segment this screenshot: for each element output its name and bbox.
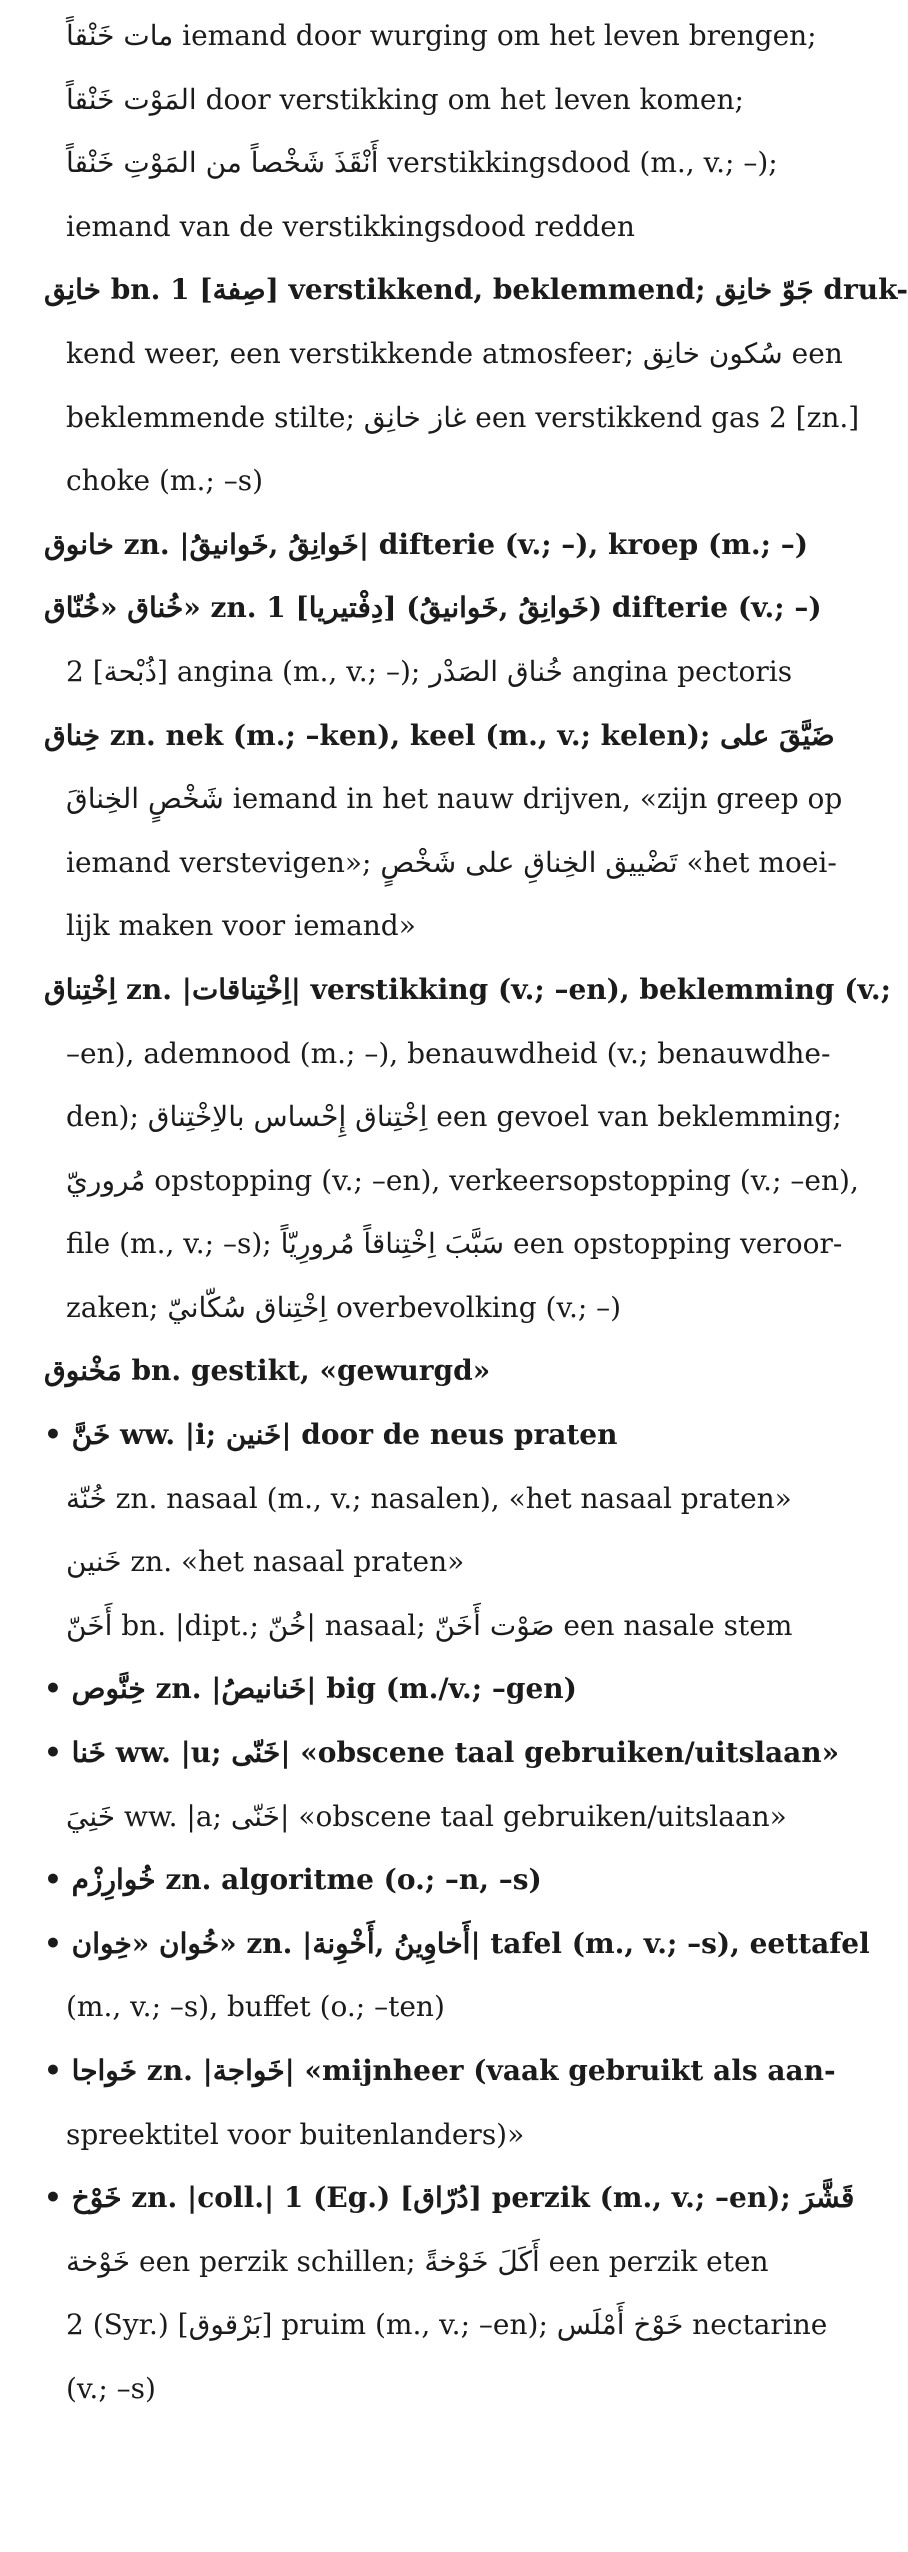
headword-makhnuq: مَخْنوق bn. gestikt, «gewurgd» — [44, 1354, 491, 1388]
headword-ikhtinaq: اِخْتِناق zn. |اِخْتِناقات| verstikking (v.; –en), beklemming (v.; — [44, 972, 892, 1006]
headword-khinnaws: • خِنَّوص zn. |خَنانيصُ| big (m./v.; –gen) — [44, 1672, 577, 1706]
headword-khawkh: • خَوْخ zn. |coll.| 1 (Eg.) [دُرّاق] perzik (m., v.; –en); قَشَّرَ — [44, 2181, 855, 2215]
entry-line-14: iemand verstevigen»; تَضْييق الخِناقِ على شَخْصٍ «het moei- — [66, 845, 837, 879]
headword-khaniq: خانِق bn. 1 [صِفة] verstikkend, beklemmend; جَوّ خانِق druk- — [44, 273, 908, 307]
entry-line-24: خُنّة zn. nasaal (m., v.; nasalen), «het nasaal praten» — [66, 1481, 792, 1515]
entry-line-13: شَخْصٍ الخِناقَ iemand in het nauw drijven, «zijn greep op — [66, 782, 843, 816]
entry-line-19: مُروريّ opstopping (v.; –en), verkeersopstopping (v.; –en), — [66, 1163, 859, 1197]
headword-khanuq: خانوق zn. |خَوانِقُ ,خَوانيقُ| difterie (v.; –), kroep (m.; –) — [44, 527, 808, 561]
entry-line-37: 2 (Syr.) [بَرْقوق] pruim (m., v.; –en); خَوْخ أَمْلَس nectarine — [66, 2308, 828, 2342]
headword-khinaq: خِناق zn. nek (m.; –ken), keel (m., v.; kelen); ضَيَّقَ على — [44, 718, 835, 752]
entry-line-18: den); اِخْتِناق إِحْساس بالاِخْتِناق een gevoel van beklemming; — [66, 1100, 842, 1134]
entry-line-8: choke (m.; –s) — [66, 464, 264, 498]
headword-khawaja: • خَواجا zn. |خَواجة| «mijnheer (vaak gebruikt als aan- — [44, 2054, 836, 2087]
headword-khunaq: خُناق «خُنّاق» zn. 1 [دِفْتيريا] (خَوانِقُ ,خَوانيقُ) difterie (v.; –) — [44, 591, 822, 625]
entry-line-36: خَوْخة een perzik schillen; أَكَلَ خَوْخةً een perzik eten — [66, 2244, 769, 2278]
entry-line-25: خَنين zn. «het nasaal praten» — [66, 1545, 465, 1579]
entry-line-2: المَوْت خَنْقاً door verstikking om het leven komen; — [66, 82, 744, 116]
headword-khanna: • خَنَّ ww. |i; خَنين| door de neus praten — [44, 1418, 618, 1452]
entry-line-6: kend weer, een verstikkende atmosfeer; سُكون خانِق een — [66, 336, 843, 370]
entry-line-15: lijk maken voor iemand» — [66, 909, 416, 943]
entry-line-3: أَنْقَذَ شَخْصاً من المَوْتِ خَنْقاً verstikkingsdood (m., v.; –); — [66, 146, 778, 180]
entry-line-34: spreektitel voor buitenlanders)» — [66, 2117, 525, 2151]
headword-khuwarizm: • خُوارِزْم zn. algoritme (o.; –n, –s) — [44, 1863, 542, 1897]
entry-line-11: 2 [ذُبْحة] angina (m., v.; –); خُناق الصَدْر angina pectoris — [66, 654, 793, 688]
entry-line-17: –en), ademnood (m.; –), benauwdheid (v.; benauwdhe- — [66, 1036, 831, 1070]
entry-line-7: beklemmende stilte; غاز خانِق een verstikkend gas 2 [zn.] — [66, 400, 860, 434]
entry-line-1: مات خَنْقاً iemand door wurging om het leven brengen; — [66, 19, 817, 52]
entry-line-29: خَنِيَ ww. |a; خَنّى| «obscene taal gebruiken/uitslaan» — [66, 1799, 787, 1833]
entry-line-32: (m., v.; –s), buffet (o.; –ten) — [66, 1990, 445, 2024]
entry-line-26: أَخَنّ bn. |dipt.; خُنّ| nasaal; صَوْت أَخَنّ een nasale stem — [66, 1608, 793, 1642]
entry-line-21: zaken; اِخْتِناق سُكّانيّ overbevolking (v.; –) — [66, 1290, 622, 1324]
headword-khuwan: • خُوان «خِوان» zn. |أَخاوِينُ ,أَخْوِنة| tafel (m., v.; –s), eettafel — [44, 1926, 870, 1960]
entry-line-38: (v.; –s) — [66, 2371, 156, 2405]
entry-line-4: iemand van de verstikkingsdood redden — [66, 209, 635, 243]
entry-line-20: file (m., v.; –s); سَبَّبَ اِخْتِناقاً مُرورِيّاً een opstopping veroor- — [66, 1227, 843, 1261]
headword-khana: • خَنا ww. |u; خَنّى| «obscene taal gebruiken/uitslaan» — [44, 1736, 840, 1770]
